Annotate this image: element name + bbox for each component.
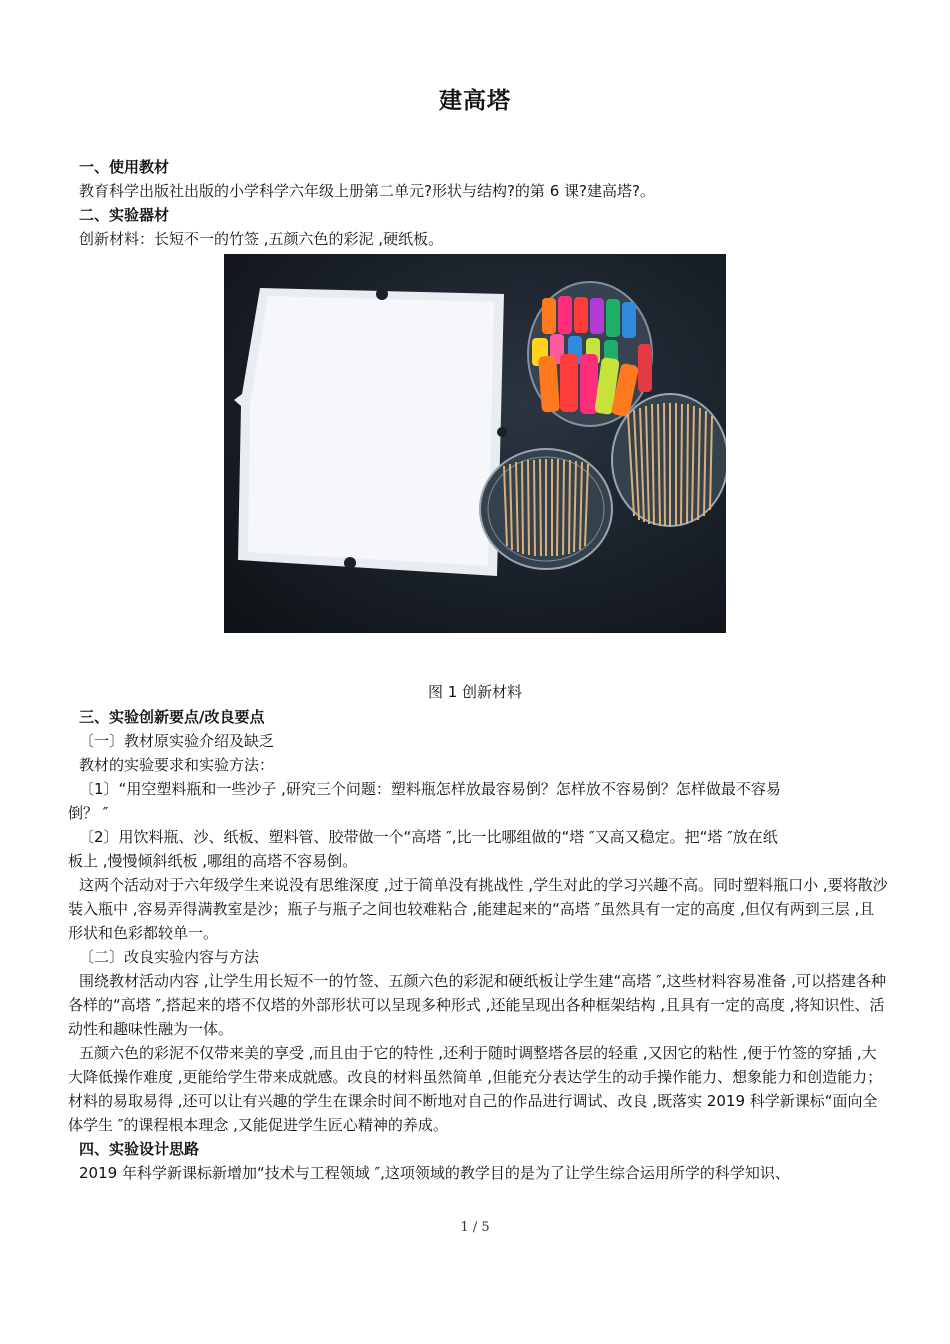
sticks-plate-right	[612, 394, 726, 526]
section3-item2-line1: 〔2〕用饮料瓶、沙、纸板、塑料管、胶带做一个“高塔 ″,比一比哪组做的“塔 ″又高又稳定。把“塔 ″放在纸	[79, 828, 778, 846]
section2-text: 创新材料：长短不一的竹签 ,五颜六色的彩泥 ,硬纸板。	[79, 230, 444, 248]
clay-stick	[574, 297, 588, 333]
materials-illustration	[224, 254, 726, 633]
section2-heading: 二、实验器材	[79, 206, 170, 224]
clay-stick	[558, 296, 572, 334]
clay-stick	[638, 344, 652, 392]
materials-photo	[224, 254, 726, 633]
section3-sub1: 〔一〕教材原实验介绍及缺乏	[79, 732, 275, 750]
clay-stick	[622, 302, 636, 338]
clay-stick	[606, 299, 620, 337]
section3-item1-line2: 倒？ ″	[68, 804, 109, 822]
section3-heading: 三、实验创新要点/改良要点	[79, 708, 265, 726]
section-innovation	[68, 705, 888, 1185]
section3-intro: 教材的实验要求和实验方法：	[79, 756, 275, 774]
sticks-plate-left	[480, 449, 612, 569]
section3-sub2: 〔二〕改良实验内容与方法	[79, 948, 260, 966]
section4-heading: 四、实验设计思路	[79, 1140, 200, 1158]
clay-stick	[560, 354, 578, 412]
figure-caption: 图 1 创新材料	[427, 683, 523, 701]
section-materials-info	[68, 155, 888, 251]
section1-text: 教育科学出版社出版的小学科学六年级上册第二单元?形状与结构?的第 6 课?建高塔?。	[79, 182, 655, 200]
section3-para2: 围绕教材活动内容 ,让学生用长短不一的竹签、五颜六色的彩泥和硬纸板让学生建“高塔 ″,这些材料容易准备 ,可以搭建各种各样的“高塔 ″,搭起来的塔不仅塔的外部形状可以呈现多种形式 ,还能呈现出各种框架结构 ,且具有一定的高度 ,将知识性、活动性和趣味性融为一体。	[68, 972, 886, 1038]
cardboard-board	[234, 288, 507, 576]
page-title: 建高塔	[439, 88, 511, 114]
section3-para3: 五颜六色的彩泥不仅带来美的享受 ,而且由于它的特性 ,还利于随时调整塔各层的轻重 ,又因它的粘性 ,便于竹签的穿插 ,大大降低操作难度 ,更能给学生带来成就感。改良的材料虽然简单 ,但能充分表达学生的动手操作能力、想象能力和创造能力；材料的易取易得 ,还可以让有兴趣的学生在课余时间不断地对自己的作品进行调试、改良 ,既落实 2019 科学新课标“面向全体学生 ″的课程根本理念 ,又能促进学生匠心精神的养成。	[68, 1044, 883, 1134]
page-number: 1 / 5	[460, 1220, 490, 1235]
section3-para1: 这两个活动对于六年级学生来说没有思维深度 ,过于简单没有挑战性 ,学生对此的学习兴趣不高。同时塑料瓶口小 ,要将散沙装入瓶中 ,容易弄得满教室是沙；瓶子与瓶子之间也较难粘合 ,能建起来的“高塔 ″虽然具有一定的高度 ,但仅有两到三层 ,且形状和色彩都较单一。	[68, 876, 888, 942]
section3-item1-line1: 〔1〕“用空塑料瓶和一些沙子 ,研究三个问题：塑料瓶怎样放最容易倒？怎样放不容易倒？怎样做最不容易	[79, 780, 781, 798]
clay-plate	[528, 282, 652, 426]
clay-stick	[542, 298, 556, 334]
section3-item2-line2: 板上 ,慢慢倾斜纸板 ,哪组的高塔不容易倒。	[68, 852, 358, 870]
section1-heading: 一、使用教材	[79, 158, 170, 176]
section4-text: 2019 年科学新课标新增加“技术与工程领域 ″,这项领域的教学目的是为了让学生综合运用所学的科学知识、	[79, 1164, 790, 1182]
clay-stick	[590, 298, 604, 334]
